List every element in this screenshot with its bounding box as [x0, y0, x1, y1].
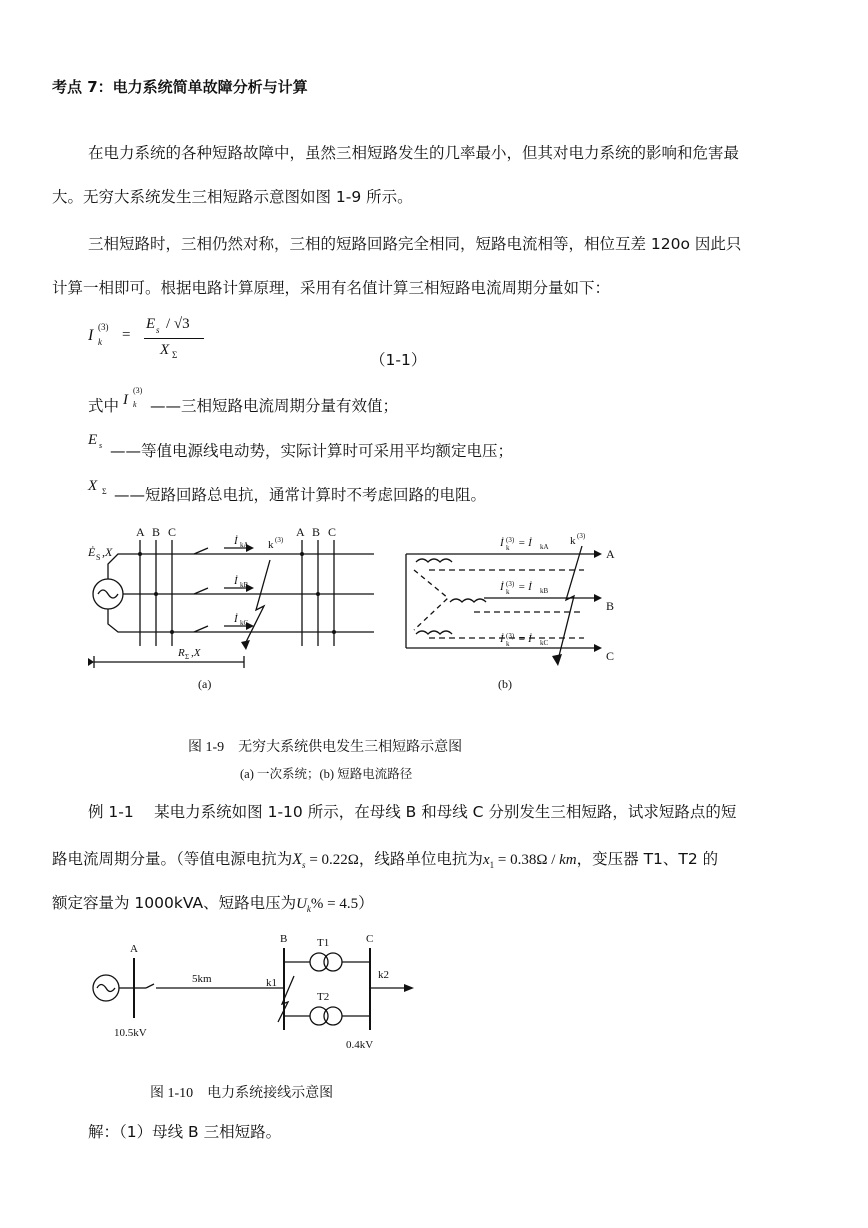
- fig9-b-label-A: A: [606, 547, 615, 561]
- def1-sym-sup: (3): [133, 386, 143, 395]
- formula-1-1: [86, 314, 206, 364]
- fig9-label-A2: A: [296, 525, 305, 539]
- fig9-k3: k: [268, 539, 274, 551]
- example-l2-c: ，变压器 T1、T2 的: [576, 850, 719, 868]
- example-l3-a: 额定容量为 1000kVA、短路电压为: [52, 894, 297, 912]
- def1-symbol: [121, 386, 151, 416]
- fig10-voltage-A: 10.5kV: [114, 1027, 147, 1039]
- formula-lhs: I: [88, 327, 94, 344]
- fig9-ikc-sub: kC: [240, 619, 249, 627]
- figure-1-9-subcaption: (a) 一次系统；(b) 短路电流路径: [240, 767, 413, 781]
- formula-lhs-sup: (3): [98, 322, 109, 332]
- formula-eq: =: [122, 327, 131, 343]
- solution-line: 解：（1）母线 B 三相短路。: [88, 1123, 282, 1141]
- para1-line2: 大。无穷大系统发生三相短路示意图如图 1-9 所示。: [52, 188, 413, 206]
- fig9-rx-sub: Σ: [185, 653, 190, 661]
- fig9-b-eqC-i: İ: [500, 633, 504, 645]
- fig9-b-label-B: B: [606, 599, 615, 613]
- fig9-k3-sup: (3): [275, 536, 284, 544]
- fig10-label-T2: T2: [317, 991, 330, 1003]
- fig10-k2: k2: [378, 969, 389, 981]
- def2-sym-e: E: [88, 432, 98, 448]
- fig9-ika: İ: [234, 535, 238, 547]
- fig9-b-eqB-i: İ: [500, 581, 504, 593]
- fig9-ikb: İ: [234, 575, 238, 587]
- fig9-b-eqA-mid: = İ: [518, 537, 532, 549]
- fig9-source-x: ,X: [102, 545, 113, 559]
- section-heading: 考点 7：电力系统简单故障分析与计算: [52, 78, 308, 96]
- fig9-b-eqA-sup: (3): [506, 536, 515, 544]
- fig9-caption-b: (b): [498, 677, 512, 691]
- figure-1-9: [84, 520, 624, 700]
- example-xs-sub: s: [302, 860, 306, 871]
- fig10-line-length: 5km: [192, 973, 212, 985]
- formula-den-sub: Σ: [172, 350, 178, 360]
- fig9-b-eqB-sup: (3): [506, 580, 515, 588]
- example-line1: 例 1-1 某电力系统如图 1-10 所示，在母线 B 和母线 C 分别发生三相短路，试求短路点的短: [88, 803, 737, 821]
- figure-1-10: [88, 924, 428, 1052]
- formula-lhs-sub: k: [98, 337, 102, 347]
- para2-line2: 计算一相即可。根据电路计算原理，采用有名值计算三相短路电流周期分量如下：: [52, 279, 611, 297]
- example-uk: U: [296, 896, 307, 912]
- example-uk-sub: k: [306, 904, 311, 915]
- formula-num-rest: / √3: [166, 316, 190, 332]
- def3-sym-x: X: [88, 478, 98, 494]
- def2-text: ——等值电源线电动势，实际计算时可采用平均额定电压；: [110, 442, 514, 460]
- example-line2: [52, 849, 718, 875]
- fig9-b-eqA-k: k: [506, 544, 510, 552]
- example-x1: x: [482, 852, 490, 868]
- fraction-bar: [144, 338, 204, 339]
- fig9-rx-x: ,X: [191, 647, 201, 659]
- example-l3-b: ）: [358, 894, 374, 912]
- example-line3: [52, 893, 374, 919]
- fig9-source-label: Ė: [88, 545, 96, 559]
- fig9-b-eqA-sub: kA: [540, 543, 549, 551]
- def3-text: ——短路回路总电抗，通常计算时不考虑回路的电阻。: [114, 486, 487, 504]
- fig9-ikb-sub: kB: [240, 581, 249, 589]
- fig9-caption-a: (a): [198, 677, 212, 691]
- fig10-label-B: B: [280, 933, 288, 945]
- fig9-label-C2: C: [328, 525, 337, 539]
- fig9-b-k3-sup: (3): [577, 532, 586, 540]
- fig9-label-B: B: [152, 525, 161, 539]
- fig9-rx: R: [178, 647, 185, 659]
- fig10-k1: k1: [266, 977, 277, 989]
- fig9-b-eqC-sub: kC: [540, 639, 549, 647]
- fig10-label-C: C: [366, 933, 374, 945]
- def2-sym-sub: s: [99, 441, 103, 450]
- fig9-b-eqB-mid: = İ: [518, 581, 532, 593]
- example-xs-val: = 0.22Ω: [305, 852, 359, 868]
- fig10-voltage-C: 0.4kV: [346, 1039, 374, 1051]
- def1-text: ——三相短路电流周期分量有效值；: [150, 397, 399, 415]
- para2-line1: 三相短路时，三相仍然对称，三相的短路回路完全相同，短路电流相等，相位互差 120o 因此只: [88, 235, 742, 253]
- example-l2-a: 路电流周期分量。（等值电源电抗为: [52, 850, 293, 868]
- figure-1-9-caption: 图 1-9 无穷大系统供电发生三相短路示意图: [188, 740, 463, 755]
- formula-num: E: [146, 316, 156, 332]
- fig9-label-B2: B: [312, 525, 321, 539]
- fig9-ikc: İ: [234, 613, 238, 625]
- formula-den: X: [160, 342, 170, 358]
- def3-sym-sub: Σ: [102, 487, 107, 496]
- example-x1-sub: 1: [489, 860, 495, 871]
- formula-num-sub: s: [156, 325, 160, 335]
- fig9-b-eqB-sub: kB: [540, 587, 549, 595]
- fig9-b-eqC-sup: (3): [506, 632, 515, 640]
- figure-1-10-caption: 图 1-10 电力系统接线示意图: [150, 1086, 334, 1101]
- example-uk-val: % = 4.5: [310, 896, 359, 912]
- fig10-label-A: A: [130, 943, 138, 955]
- fig9-source-sub: S: [96, 553, 101, 562]
- fig9-b-label-C: C: [606, 649, 615, 663]
- fig9-b-k3: k: [570, 535, 576, 547]
- example-x1-unit: km: [559, 852, 577, 868]
- def1-sym-sub: k: [133, 400, 137, 409]
- fig9-b-eqA-i: İ: [500, 537, 504, 549]
- def2-symbol: [88, 430, 112, 454]
- formula-number: （1-1）: [370, 351, 427, 369]
- example-xs: X: [292, 851, 303, 868]
- fig9-b-eqC-k: k: [506, 640, 510, 648]
- example-x1-val: = 0.38Ω /: [494, 852, 560, 868]
- fig9-b-eqC-mid: = İ: [518, 633, 532, 645]
- fig9-b-eqB-k: k: [506, 588, 510, 596]
- fig9-ika-sub: kA: [240, 541, 249, 549]
- fig9-label-C: C: [168, 525, 177, 539]
- def1-sym-i: I: [123, 392, 128, 408]
- para1-line1: 在电力系统的各种短路故障中，虽然三相短路发生的几率最小，但其对电力系统的影响和危害最: [88, 144, 740, 162]
- example-l2-b: ，线路单位电抗为: [358, 850, 483, 868]
- fig9-label-A: A: [136, 525, 145, 539]
- fig10-label-T1: T1: [317, 937, 330, 949]
- def1-prefix: 式中: [88, 397, 120, 415]
